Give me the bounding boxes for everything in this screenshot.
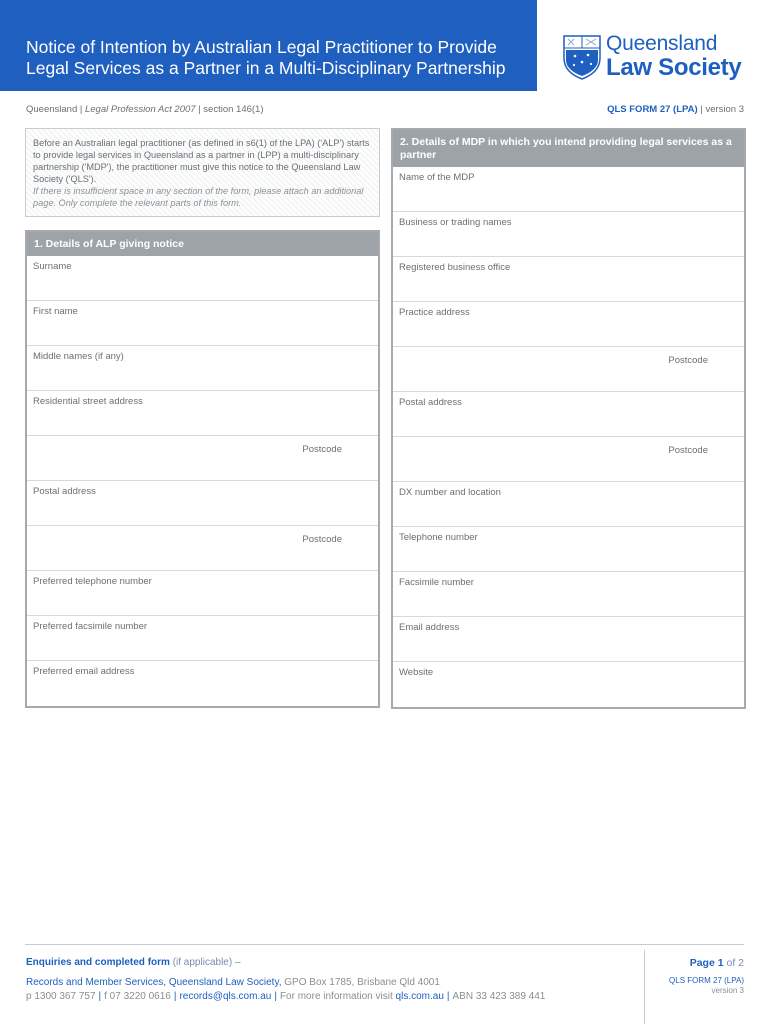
footer-enquiries xyxy=(26,957,241,968)
field-label: Practice address xyxy=(399,307,470,318)
intro-text: Before an Australian legal practitioner (as defined in s6(1) of the LPA) ('ALP') starts to provide legal services in Queensland as a partner in (LPP) a multi-disciplinary partnership ('MDP'), the practitioner must give this notice to the Queensland Law Society ('QLS'). xyxy=(33,138,370,184)
form-field[interactable] xyxy=(27,481,378,526)
form-identifier: QLS FORM 27 (LPA) | version 3 xyxy=(607,104,744,115)
fax-text: f 07 3220 0616 xyxy=(104,991,171,1002)
form-field[interactable] xyxy=(27,616,378,661)
logo-text-queensland: Queensland xyxy=(606,32,718,55)
postcode-label: Postcode xyxy=(302,534,342,545)
footer-contacts: p 1300 367 757 | f 07 3220 0616 | records@qls.com.au | For more information visit qls.com.au | ABN 33 423 389 441 xyxy=(26,991,546,1002)
website-link[interactable]: qls.com.au xyxy=(395,991,444,1002)
form-field[interactable] xyxy=(27,661,378,706)
form-field[interactable] xyxy=(27,391,378,436)
postcode-label: Postcode xyxy=(668,355,708,366)
intro-box xyxy=(25,128,380,217)
form-field[interactable] xyxy=(393,482,744,527)
form-field[interactable] xyxy=(393,212,744,257)
form-field[interactable] xyxy=(393,527,744,572)
form-id-label: QLS FORM 27 (LPA) xyxy=(607,104,698,115)
section1-heading: 1. Details of ALP giving notice xyxy=(27,232,378,256)
form-field[interactable] xyxy=(393,167,744,212)
form-field[interactable] xyxy=(393,302,744,347)
postcode-label: Postcode xyxy=(302,444,342,455)
section-label: section 146(1) xyxy=(203,104,264,115)
qls-logo xyxy=(562,30,752,85)
field-label: Registered business office xyxy=(399,262,511,273)
field-label: Preferred facsimile number xyxy=(33,621,148,632)
dept-label: Records and Member Services, Queensland Law Society, xyxy=(26,977,282,988)
form-field[interactable] xyxy=(393,662,744,707)
form-title-line2: Legal Services as a Partner in a Multi-Disciplinary Partnership xyxy=(26,58,506,78)
form-field[interactable] xyxy=(393,617,744,662)
act-label: Legal Profession Act 2007 xyxy=(84,104,196,115)
crest-icon xyxy=(562,34,602,80)
page-number xyxy=(690,957,744,969)
field-label: Residential street address xyxy=(33,396,143,407)
form-field[interactable] xyxy=(393,347,744,392)
section2-heading: 2. Details of MDP in which you intend providing legal services as a partner xyxy=(393,130,744,167)
form-version-label: version 3 xyxy=(705,104,744,115)
footer-form-code: QLS FORM 27 (LPA) xyxy=(669,976,744,985)
field-label: Postal address xyxy=(33,486,96,497)
postcode-label: Postcode xyxy=(668,445,708,456)
if-applicable-label: (if applicable) – xyxy=(172,957,241,968)
field-label: Telephone number xyxy=(399,532,478,543)
logo-text-law-society: Law Society xyxy=(606,54,742,81)
email-link[interactable]: records@qls.com.au xyxy=(179,991,272,1002)
footer-form-id xyxy=(669,976,744,996)
legislation-reference: Queensland | Legal Profession Act 2007 | section 146(1) xyxy=(26,104,264,115)
section-mdp-details xyxy=(391,128,746,709)
field-label: Middle names (if any) xyxy=(33,351,124,362)
footer-vertical-divider xyxy=(644,950,645,1024)
form-field[interactable] xyxy=(27,571,378,616)
form-field[interactable] xyxy=(27,301,378,346)
footer-address xyxy=(26,977,440,988)
footer-form-version: version 3 xyxy=(711,986,744,995)
header-banner xyxy=(0,0,537,91)
field-label: Name of the MDP xyxy=(399,172,475,183)
form-field[interactable] xyxy=(27,526,378,571)
form-field[interactable] xyxy=(393,257,744,302)
field-label: Preferred telephone number xyxy=(33,576,152,587)
form-field[interactable] xyxy=(27,256,378,301)
field-label: DX number and location xyxy=(399,487,501,498)
field-label: Preferred email address xyxy=(33,666,135,677)
form-title-line1: Notice of Intention by Australian Legal Practitioner to Provide xyxy=(26,37,497,57)
section-alp-details xyxy=(25,230,380,708)
field-label: Business or trading names xyxy=(399,217,512,228)
form-field[interactable] xyxy=(27,346,378,391)
form-field[interactable] xyxy=(393,392,744,437)
form-field[interactable] xyxy=(27,436,378,481)
enquiries-label: Enquiries and completed form xyxy=(26,957,170,968)
field-label: Facsimile number xyxy=(399,577,474,588)
abn-text: ABN 33 423 389 441 xyxy=(452,991,546,1002)
field-label: Surname xyxy=(33,261,72,272)
footer-divider xyxy=(25,944,744,945)
field-label: Postal address xyxy=(399,397,462,408)
state-label: Queensland xyxy=(26,104,78,115)
phone-text: p 1300 367 757 xyxy=(26,991,96,1002)
page-current: 1 xyxy=(717,957,724,969)
page-total: of 2 xyxy=(726,957,744,969)
postal-address-label: GPO Box 1785, Brisbane Qld 4001 xyxy=(284,977,440,988)
field-label: Email address xyxy=(399,622,460,633)
field-label: First name xyxy=(33,306,78,317)
page-label: Page xyxy=(689,957,715,969)
form-title xyxy=(26,37,526,79)
field-label: Website xyxy=(399,667,434,678)
form-field[interactable] xyxy=(393,572,744,617)
intro-note: If there is insufficient space in any section of the form, please attach an additional page. Only complete the relevant parts of this form. xyxy=(33,186,364,208)
form-field[interactable] xyxy=(393,437,744,482)
more-info-text: For more information visit xyxy=(279,991,393,1002)
